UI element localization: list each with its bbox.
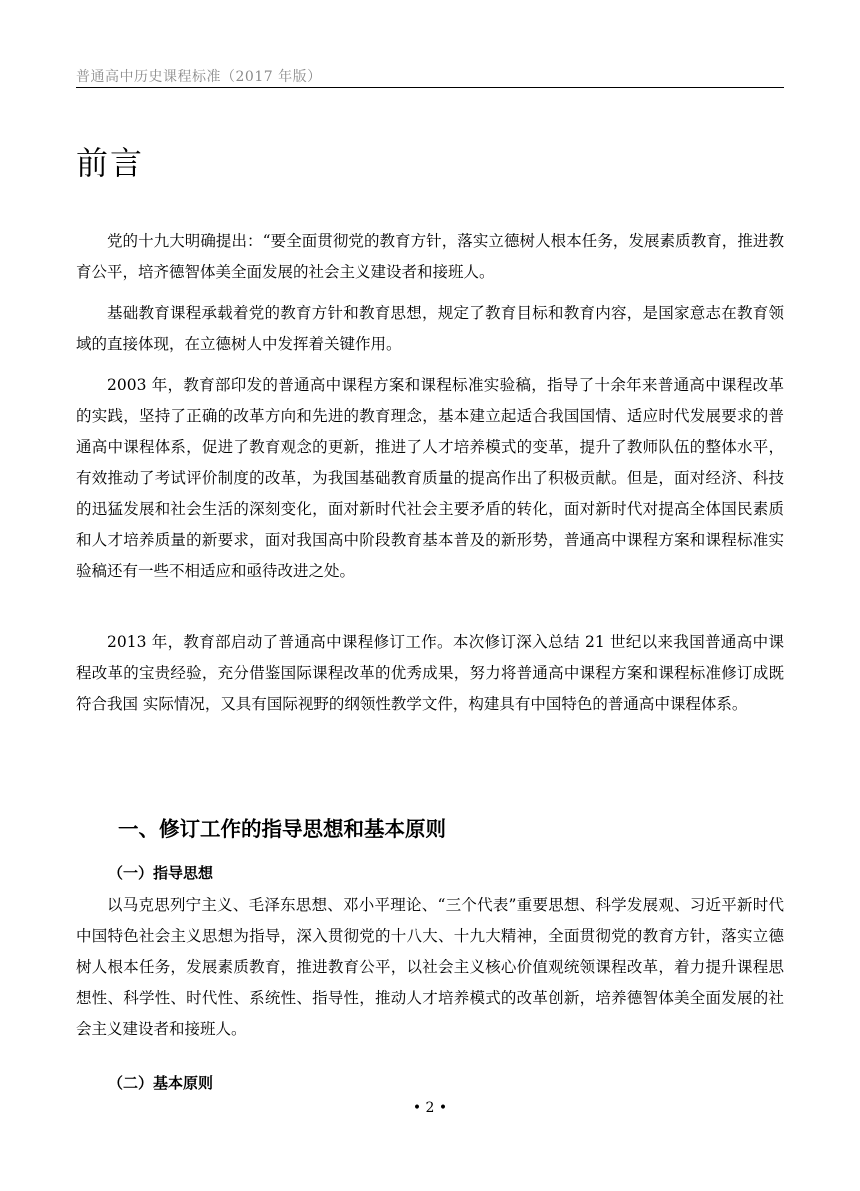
paragraph-1: 党的十九大明确提出：“要全面贯彻党的教育方针，落实立德树人根本任务，发展素质教育，推进教育公平，培齐德智体美全面发展的社会主义建设者和接班人。 bbox=[76, 232, 784, 281]
header-divider bbox=[76, 87, 784, 88]
paragraph-2: 基础教育课程承载着党的教育方针和教育思想，规定了教育目标和教育内容，是国家意志在教育领域的直接体现，在立德树人中发挥着关键作用。 bbox=[76, 304, 784, 353]
running-header: 普通高中历史课程标准（2017 年版） bbox=[76, 69, 322, 85]
chapter-title: 前言 bbox=[76, 144, 145, 182]
section-title: 一、修订工作的指导思想和基本原则 bbox=[118, 817, 446, 841]
subheading-basic-principles: （二）基本原则 bbox=[108, 1074, 214, 1092]
paragraph-4: 2013 年，教育部启动了普通高中课程修订工作。本次修订深入总结 21 世纪以来我国普通高中课程改革的宝贵经验，充分借鉴国际课程改革的优秀成果，努力将普通高中课程方案和课程标准修订成既符合我国 实际情况，又具有国际视野的纲领性教学文件，构建具有中国特色的普通高中课程体系。 bbox=[76, 633, 784, 713]
paragraph-3: 2003 年，教育部印发的普通高中课程方案和课程标准实验稿，指导了十余年来普通高中课程改革的实践，坚持了正确的改革方向和先进的教育理念，基本建立起适合我国国情、适应时代发展要求的普通高中课程体系，促进了教育观念的更新，推进了人才培养模式的变革，提升了教师队伍的整体水平，有效推动了考试评价制度的改革，为我国基础教育质量的提高作出了积极贡献。但是，面对经济、科技的迅猛发展和社会生活的深刻变化，面对新时代社会主要矛盾的转化，面对新时代对提高全体国民素质和人才培养质量的新要求，面对我国高中阶段教育基本普及的新形势，普通高中课程方案和课程标准实验稿还有一些不相适应和亟待改进之处。 bbox=[76, 376, 784, 580]
subheading-guiding-ideology: （一）指导思想 bbox=[108, 864, 214, 882]
paragraph-guiding-ideology: 以马克思列宁主义、毛泽东思想、邓小平理论、“三个代表”重要思想、科学发展观、习近平新时代中国特色社会主义思想为指导，深入贯彻党的十八大、十九大精神，全面贯彻党的教育方针，落实立德树人根本任务，发展素质教育，推进教育公平，以社会主义核心价值观统领课程改革，着力提升课程思想性、科学性、时代性、系统性、指导性，推动人才培养模式的改革创新，培养德智体美全面发展的社会主义建设者和接班人。 bbox=[76, 896, 784, 1038]
page-number: • 2 • bbox=[412, 1100, 448, 1116]
